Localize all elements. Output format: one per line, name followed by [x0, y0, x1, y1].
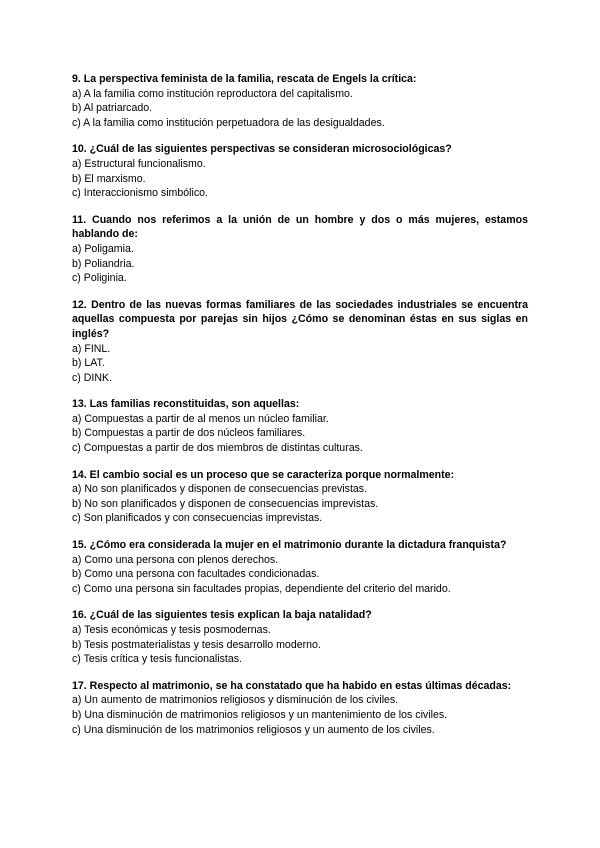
question-title: 9. La perspectiva feminista de la familia, rescata de Engels la crítica:: [72, 73, 417, 85]
question-10: [72, 142, 528, 200]
question-title: 12. Dentro de las nuevas formas familiares de las sociedades industriales se encuentra aquellas compuesta por parejas sin hijos ¿Cómo se denominan éstas en sus siglas en inglés?: [72, 298, 528, 340]
option-c: c) Compuestas a partir de dos miembros de distintas culturas.: [72, 442, 363, 455]
option-list: [72, 157, 528, 201]
question-12: [72, 298, 528, 386]
option-list: [72, 623, 528, 667]
option-b: b) Tesis postmaterialistas y tesis desarrollo moderno.: [72, 638, 321, 651]
option-c: c) Como una persona sin facultades propias, dependiente del criterio del marido.: [72, 582, 451, 595]
question-16: [72, 608, 528, 666]
question-9: [72, 72, 528, 130]
option-a: a) Un aumento de matrimonios religiosos y disminución de los civiles.: [72, 694, 399, 707]
option-b: b) No son planificados y disponen de consecuencias imprevistas.: [72, 497, 379, 510]
option-a: a) Tesis económicas y tesis posmodernas.: [72, 624, 271, 636]
option-list: [72, 482, 528, 526]
option-list: [72, 553, 528, 597]
option-a: a) Poligamia.: [72, 242, 134, 255]
option-b: b) Poliandria.: [72, 257, 135, 270]
option-c: c) Poliginia.: [72, 272, 127, 285]
option-c: c) A la familia como institución perpetuadora de las desigualdades.: [72, 116, 385, 129]
option-b: b) Al patriarcado.: [72, 102, 153, 115]
option-list: [72, 412, 528, 456]
option-b: b) Compuestas a partir de dos núcleos familiares.: [72, 427, 306, 440]
question-13: [72, 397, 528, 455]
option-b: b) Como una persona con facultades condicionadas.: [72, 568, 320, 581]
option-list: [72, 693, 528, 737]
option-c: c) Una disminución de los matrimonios religiosos y un aumento de los civiles.: [72, 723, 435, 736]
option-c: c) Tesis crítica y tesis funcionalistas.: [72, 653, 242, 666]
question-title: 15. ¿Cómo era considerada la mujer en el matrimonio durante la dictadura franquista?: [72, 539, 507, 552]
question-title: 17. Respecto al matrimonio, se ha constatado que ha habido en estas últimas décadas:: [72, 679, 512, 692]
option-list: [72, 242, 528, 286]
option-c: c) Son planificados y con consecuencias imprevistas.: [72, 512, 323, 525]
option-a: a) FINL.: [72, 342, 111, 355]
option-list: [72, 342, 528, 386]
question-title: 10. ¿Cuál de las siguientes perspectivas se consideran microsociológicas?: [72, 143, 452, 156]
option-b: b) El marxismo.: [72, 172, 146, 185]
option-a: a) A la familia como institución reproductora del capitalismo.: [72, 87, 353, 100]
option-b: b) LAT.: [72, 357, 105, 370]
question-title: 14. El cambio social es un proceso que se caracteriza porque normalmente:: [72, 468, 455, 481]
option-c: c) Interaccionismo simbólico.: [72, 187, 208, 200]
option-c: c) DINK.: [72, 371, 113, 384]
option-a: a) Estructural funcionalismo.: [72, 157, 206, 170]
question-title: 11. Cuando nos referimos a la unión de un hombre y dos o más mujeres, estamos hablando de:: [72, 213, 528, 241]
option-a: a) No son planificados y disponen de consecuencias previstas.: [72, 483, 368, 496]
document-page: [72, 72, 528, 749]
question-14: [72, 468, 528, 526]
question-11: [72, 213, 528, 286]
question-15: [72, 538, 528, 596]
option-a: a) Compuestas a partir de al menos un núcleo familiar.: [72, 412, 329, 425]
option-list: [72, 87, 528, 131]
question-17: [72, 679, 528, 737]
option-b: b) Una disminución de matrimonios religiosos y un mantenimiento de los civiles.: [72, 708, 448, 721]
option-a: a) Como una persona con plenos derechos.: [72, 553, 279, 566]
question-title: 13. Las familias reconstituidas, son aquellas:: [72, 398, 300, 411]
question-title: 16. ¿Cuál de las siguientes tesis explican la baja natalidad?: [72, 609, 372, 622]
